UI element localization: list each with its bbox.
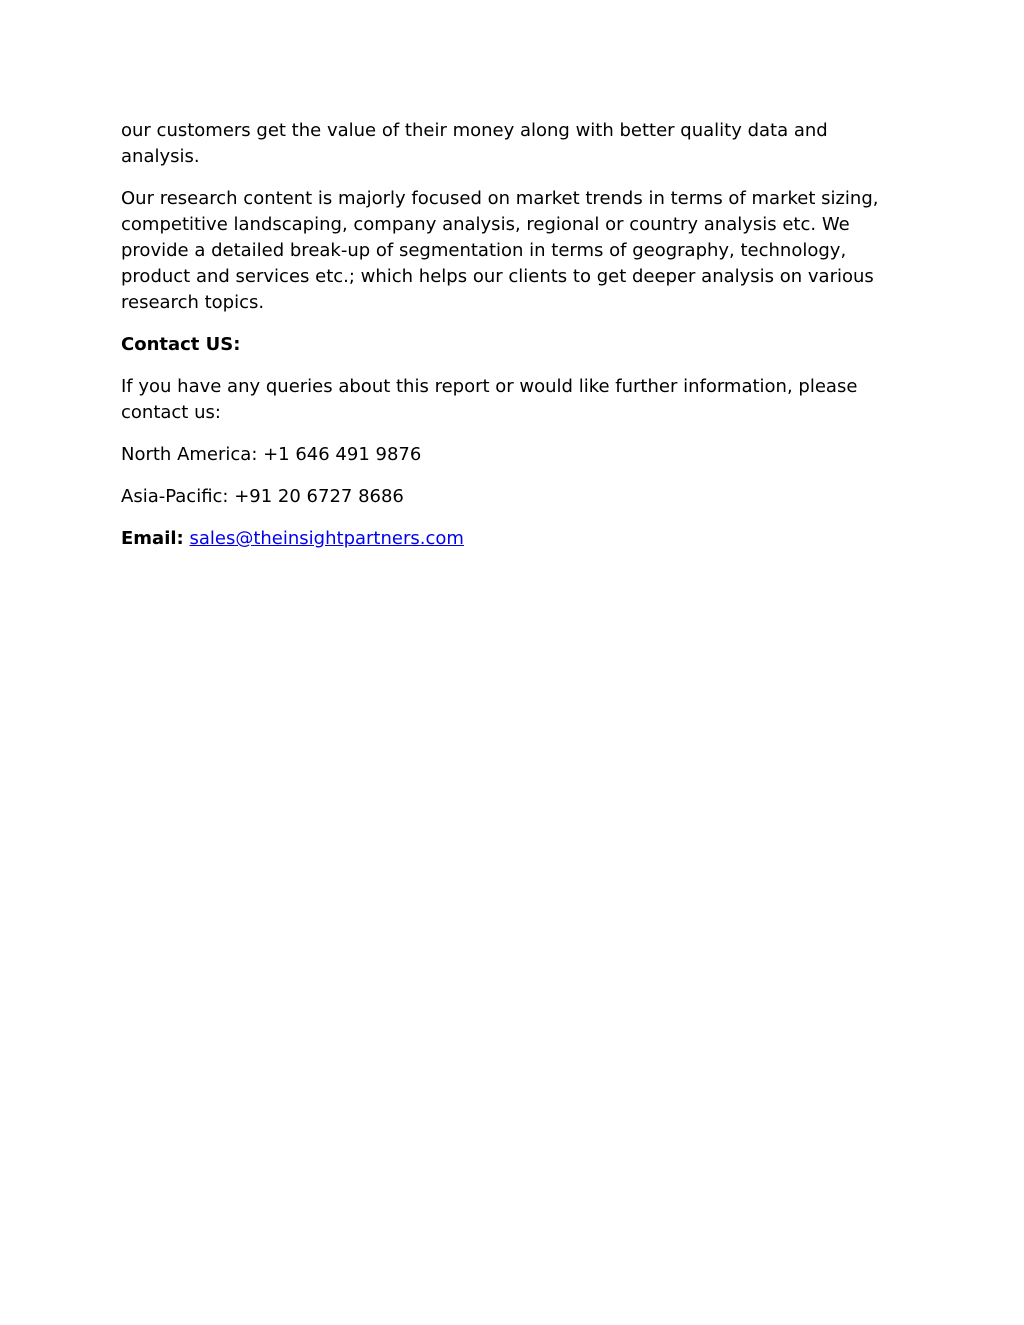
email-link[interactable]: sales@theinsightpartners.com [189, 528, 464, 549]
document-page [121, 118, 911, 568]
contact-intro: If you have any queries about this report or would like further information, please contact us: [121, 376, 858, 423]
paragraph-research-content: Our research content is majorly focused on market trends in terms of market sizing, competitive landscaping, company analysis, regional or country analysis etc. We provide a detailed break-up of segmentation in terms of geography, technology, product and services etc.; which helps our clients to get deeper analysis on various research topics. [121, 188, 879, 313]
paragraph-value-intro: our customers get the value of their money along with better quality data and analysis. [121, 120, 828, 167]
email-line [121, 526, 911, 552]
asia-pacific-phone: Asia-Pacific: +91 20 6727 8686 [121, 486, 404, 507]
north-america-phone: North America: +1 646 491 9876 [121, 444, 422, 465]
email-label: Email: [121, 528, 184, 549]
contact-heading: Contact US: [121, 334, 241, 355]
